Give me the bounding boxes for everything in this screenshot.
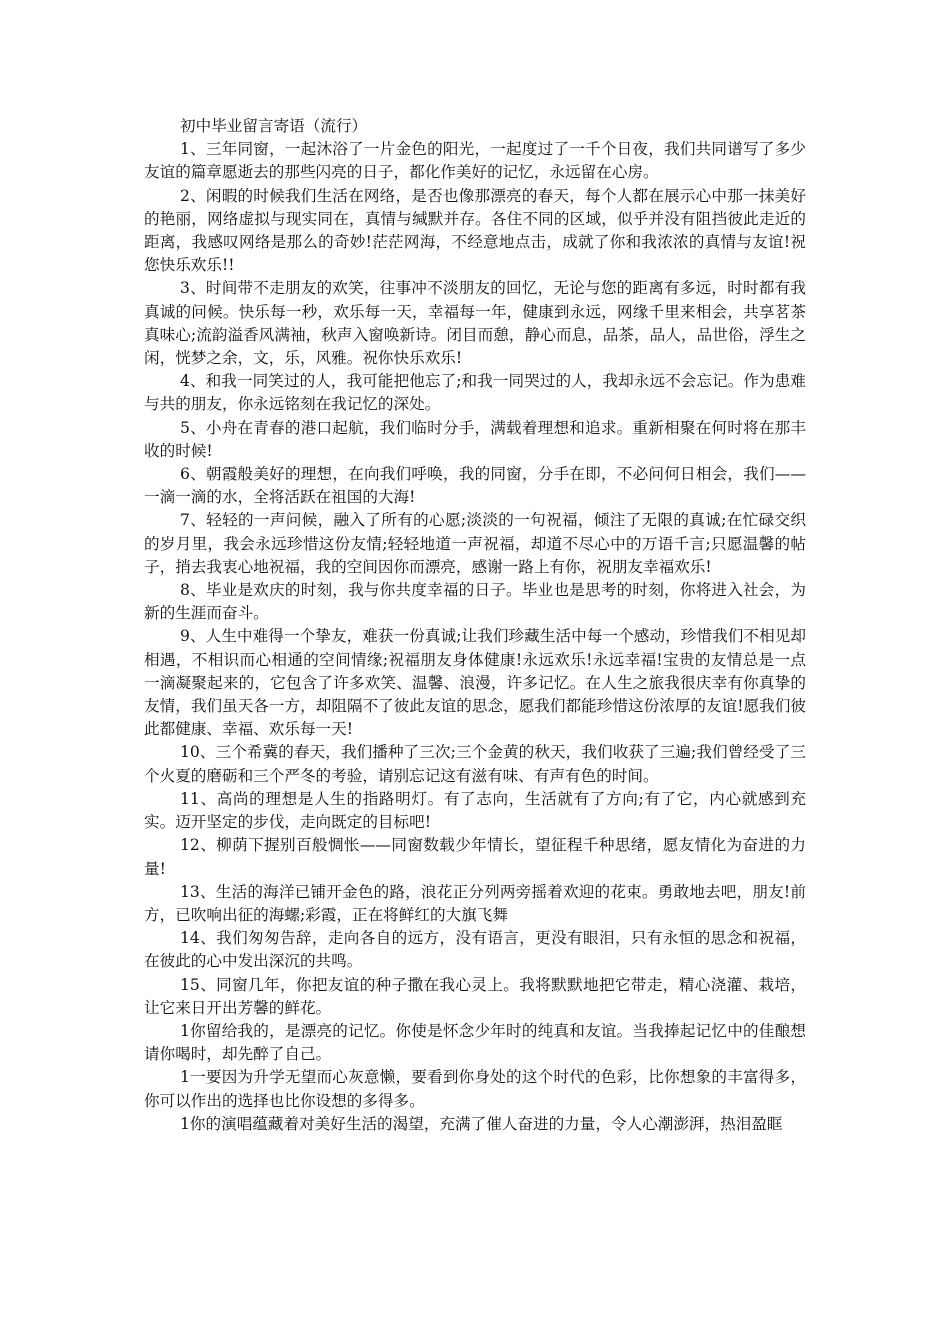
paragraph-9: 9、人生中难得一个挚友，难获一份真诚;让我们珍藏生活中每一个感动，珍惜我们不相见却相遇，不相识而心相通的空间情缘;祝福朋友身体健康!永远欢乐!永远幸福!宝贵的友情总是一点一滴凝聚起来的，它包含了许多欢笑、温馨、浪漫，许多记忆。在人生之旅我很庆幸有你真挚的友情，我们虽天各一方，却阻隔不了彼此友谊的思念，愿我们都能珍惜这份浓厚的友谊!愿我们彼此都健康、幸福、欢乐每一天! (144, 627, 806, 739)
paragraph-1: 1、三年同窗，一起沐浴了一片金色的阳光，一起度过了一千个日夜，我们共同谱写了多少友谊的篇章愿逝去的那些闪亮的日子，都化作美好的记忆，永远留在心房。 (144, 140, 806, 182)
paragraph-4: 4、和我一同笑过的人，我可能把他忘了;和我一同哭过的人，我却永远不会忘记。作为患难与共的朋友，你永远铭刻在我记忆的深处。 (144, 372, 806, 414)
paragraph-14: 14、我们匆匆告辞，走向各自的远方，没有语言，更没有眼泪，只有永恒的思念和祝福，在彼此的心中发出深沉的共鸣。 (144, 929, 806, 971)
paragraph-5: 5、小舟在青春的港口起航，我们临时分手，满载着理想和追求。重新相聚在何时将在那丰收的时候! (144, 418, 806, 460)
paragraph-7: 7、轻轻的一声问候，融入了所有的心愿;淡淡的一句祝福，倾注了无限的真诚;在忙碌交织的岁月里，我会永远珍惜这份友情;轻轻地道一声祝福，却道不尽心中的万语千言;只愿温馨的帖子，捎去我衷心地祝福，我的空间因你而漂亮，感谢一路上有你，祝朋友幸福欢乐! (144, 511, 806, 576)
paragraph-10: 10、三个希冀的春天，我们播种了三次;三个金黄的秋天，我们收获了三遍;我们曾经受了三个火夏的磨砺和三个严冬的考验，请别忘记这有滋有味、有声有色的时间。 (144, 743, 806, 785)
paragraph-16: 1你留给我的，是漂亮的记忆。你使是怀念少年时的纯真和友谊。当我捧起记忆中的佳酿想请你喝时，却先醉了自己。 (144, 1021, 806, 1064)
document-title: 初中毕业留言寄语（流行） (180, 117, 368, 135)
paragraph-12: 12、柳荫下握别百般惆怅——同窗数载少年情长，望征程千种思绪，愿友情化为奋进的力量! (144, 836, 806, 878)
document-page (144, 115, 806, 1136)
paragraph-13: 13、生活的海洋已铺开金色的路，浪花正分列两旁摇着欢迎的花束。勇敢地去吧，朋友!前方，已吹响出征的海螺;彩霞，正在将鲜红的大旗飞舞 (144, 882, 806, 924)
paragraph-11: 11、高尚的理想是人生的指路明灯。有了志向，生活就有了方向;有了它，内心就感到充实。迈开坚定的步伐，走向既定的目标吧! (144, 789, 806, 832)
paragraph-15: 15、同窗几年，你把友谊的种子撒在我心灵上。我将默默地把它带走，精心浇灌、栽培，让它来日开出芳馨的鲜花。 (144, 975, 806, 1017)
paragraph-17: 1一要因为升学无望而心灰意懒，要看到你身处的这个时代的色彩，比你想象的丰富得多，你可以作出的选择也比你设想的多得多。 (144, 1068, 806, 1110)
paragraph-6: 6、朝霞般美好的理想，在向我们呼唤，我的同窗，分手在即，不必问何日相会，我们——一滴一滴的水，全将活跃在祖国的大海! (144, 465, 806, 507)
paragraph-2: 2、闲暇的时候我们生活在网络，是否也像那漂亮的春天，每个人都在展示心中那一抹美好的艳丽，网络虚拟与现实同在，真情与缄默并存。各住不同的区域，似乎并没有阻挡彼此走近的距离，我感叹网络是那么的奇妙!茫茫网海，不经意地点击，成就了你和我浓浓的真情与友谊!祝您快乐欢乐!! (144, 186, 806, 275)
paragraph-18: 1你的演唱蕴藏着对美好生活的渴望，充满了催人奋进的力量，令人心潮澎湃，热泪盈眶 (180, 1114, 783, 1133)
paragraph-3: 3、时间带不走朋友的欢笑，往事冲不淡朋友的回忆，无论与您的距离有多远，时时都有我真诚的问候。快乐每一秒，欢乐每一天，幸福每一年，健康到永远，网缘千里来相会，共享茗茶真味心;流韵溢香风满袖，秋声入窗唤新诗。闭目而憩，静心而息，品茶，品人，品世俗，浮生之闲，恍梦之余，文，乐，风雅。祝你快乐欢乐! (144, 279, 806, 368)
paragraph-8: 8、毕业是欢庆的时刻，我与你共度幸福的日子。毕业也是思考的时刻，你将进入社会，为新的生涯而奋斗。 (144, 581, 806, 623)
